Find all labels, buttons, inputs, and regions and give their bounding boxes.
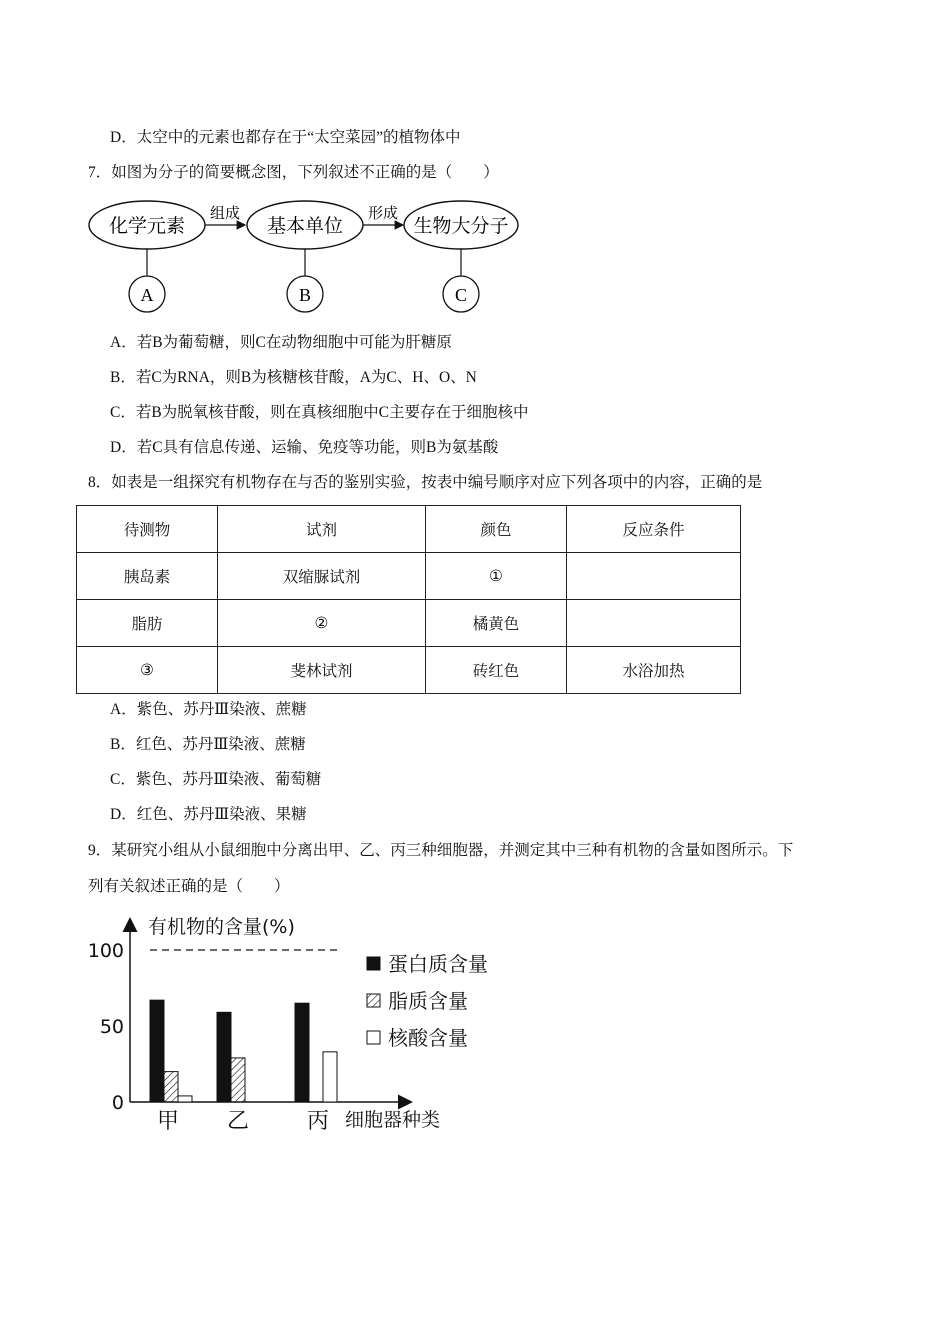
table-header-cell: 颜色 (426, 506, 567, 553)
table-header-cell: 试剂 (218, 506, 426, 553)
bar-丙-核酸含量 (323, 1052, 337, 1102)
x-category-label: 丙 (306, 1109, 330, 1134)
q8-stem: 8．如表是一组探究有机物存在与否的鉴别实验，按表中编号顺序对应下列各项中的内容，正确的是 (88, 474, 763, 491)
table-header-cell: 待测物 (77, 506, 218, 553)
bar-乙-蛋白质含量 (217, 1012, 231, 1102)
bar-甲-核酸含量 (178, 1096, 192, 1102)
node-biomacromolecule-label: 生物大分子 (413, 215, 509, 237)
table-cell: 双缩脲试剂 (218, 553, 426, 600)
table-cell: ③ (77, 647, 218, 694)
q8-option-c: C．紫色、苏丹Ⅲ染液、葡萄糖 (110, 771, 322, 788)
table-row (77, 647, 741, 694)
legend-swatch (367, 1031, 380, 1044)
q8-option-d: D．红色、苏丹Ⅲ染液、果糖 (110, 806, 307, 823)
arrow-compose-label: 组成 (209, 204, 241, 222)
table-cell: 水浴加热 (567, 647, 741, 694)
bar-甲-蛋白质含量 (150, 1000, 164, 1102)
q7-option-c: C．若B为脱氧核苷酸，则在真核细胞中C主要存在于细胞核中 (110, 404, 529, 421)
table-cell: 橘黄色 (426, 600, 567, 647)
q7-option-d: D．若C具有信息传递、运输、免疫等功能，则B为氨基酸 (110, 439, 499, 456)
table-header-row (77, 506, 741, 553)
table-row (77, 600, 741, 647)
table-row (77, 553, 741, 600)
table-cell: ① (426, 553, 567, 600)
node-basic-unit-label: 基本单位 (266, 215, 344, 237)
bar-丙-蛋白质含量 (295, 1003, 309, 1102)
x-axis-label: 细胞器种类 (345, 1109, 441, 1131)
circle-b-label: B (298, 285, 312, 305)
table-cell: ② (218, 600, 426, 647)
legend-swatch (367, 994, 380, 1007)
legend-label: 脂质含量 (388, 989, 468, 1013)
y-axis-label: 有机物的含量(%) (148, 916, 295, 938)
q7-option-a: A．若B为葡萄糖，则C在动物细胞中可能为肝糖原 (110, 334, 452, 351)
circle-c-label: C (454, 285, 468, 305)
table-cell (567, 553, 741, 600)
q8-option-b: B．红色、苏丹Ⅲ染液、蔗糖 (110, 736, 306, 753)
x-category-label: 甲 (156, 1109, 180, 1134)
table-header-cell: 反应条件 (567, 506, 741, 553)
concept-map-diagram (85, 195, 525, 320)
arrow-form-label: 形成 (367, 204, 399, 222)
q9-stem-line2: 列有关叙述正确的是（ ） (88, 878, 290, 895)
organelle-content-chart (80, 910, 520, 1140)
q7-stem: 7．如图为分子的简要概念图，下列叙述不正确的是（ ） (88, 164, 499, 181)
legend-swatch (367, 957, 380, 970)
table-cell: 脂肪 (77, 600, 218, 647)
table-cell: 斐林试剂 (218, 647, 426, 694)
x-category-label: 乙 (226, 1109, 250, 1134)
bar-甲-脂质含量 (164, 1072, 178, 1102)
y-tick-label: 0 (111, 1092, 124, 1114)
q6-option-d: D．太空中的元素也都存在于“太空菜园”的植物体中 (110, 129, 461, 146)
legend-label: 蛋白质含量 (388, 952, 488, 976)
q8-option-a: A．紫色、苏丹Ⅲ染液、蔗糖 (110, 701, 307, 718)
table-cell: 胰岛素 (77, 553, 218, 600)
circle-a-label: A (140, 285, 154, 305)
table-cell: 砖红色 (426, 647, 567, 694)
bar-乙-脂质含量 (231, 1058, 245, 1102)
reagent-table (76, 505, 741, 694)
q9-stem-line1: 9．某研究小组从小鼠细胞中分离出甲、乙、丙三种细胞器，并测定其中三种有机物的含量如图所示。下 (88, 842, 794, 859)
node-chemical-elements-label: 化学元素 (108, 215, 186, 237)
y-tick-label: 50 (99, 1016, 124, 1038)
table-cell (567, 600, 741, 647)
y-tick-label: 100 (87, 940, 124, 962)
q7-option-b: B．若C为RNA，则B为核糖核苷酸，A为C、H、O、N (110, 369, 477, 386)
legend-label: 核酸含量 (388, 1026, 468, 1050)
